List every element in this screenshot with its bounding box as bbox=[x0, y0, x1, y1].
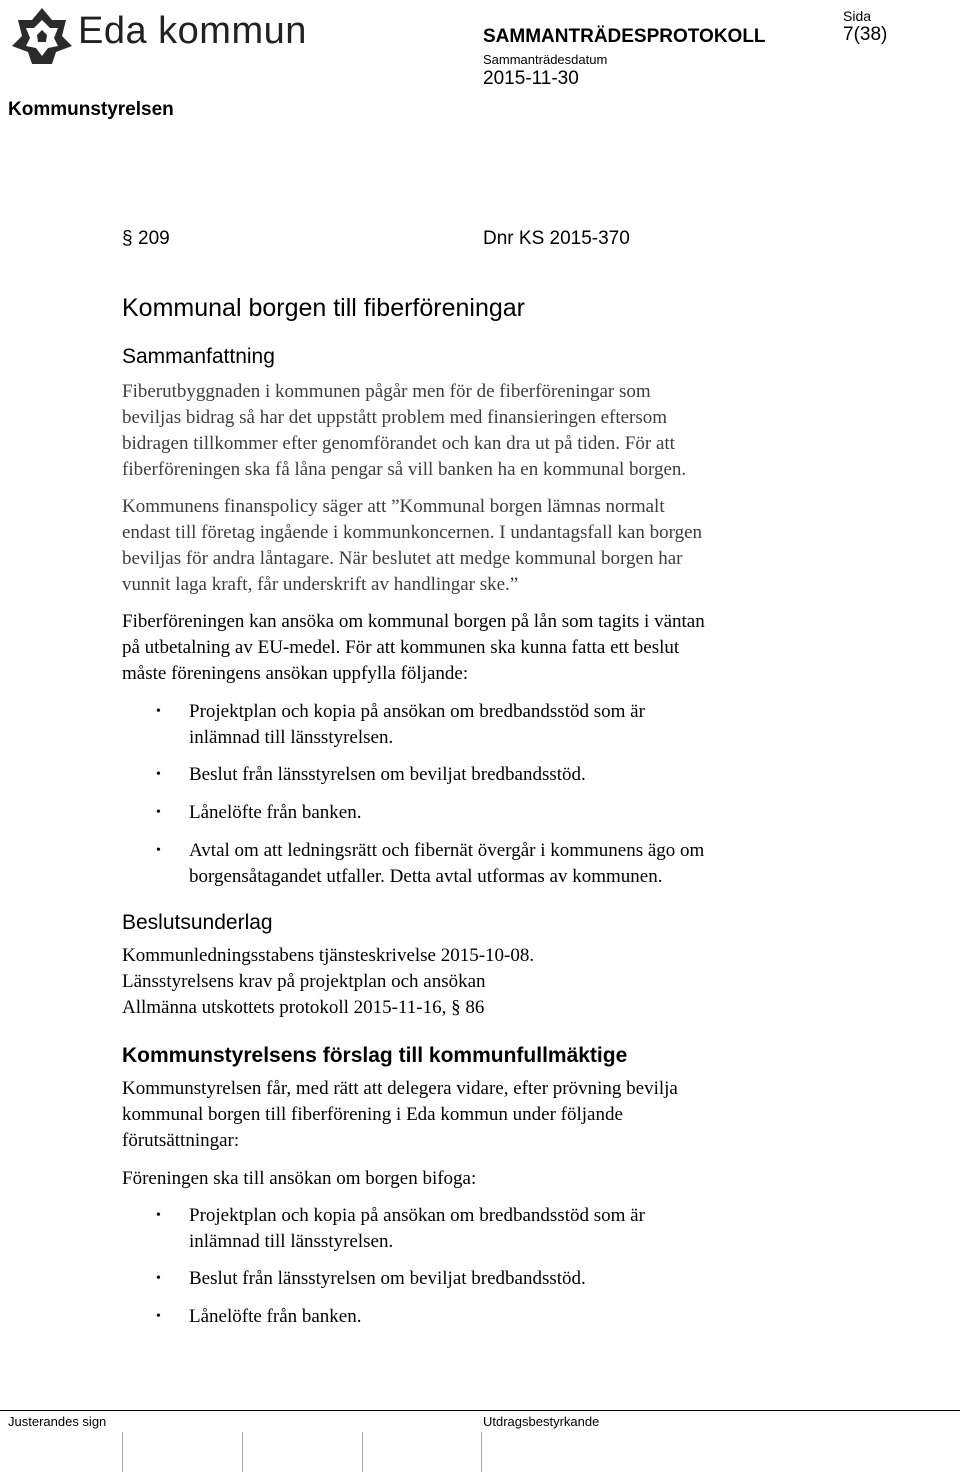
meeting-date: 2015-11-30 bbox=[483, 68, 579, 89]
text-line: Lånelöfte från banken. bbox=[189, 802, 362, 823]
summary-paragraph-3 bbox=[122, 609, 812, 687]
proposal-paragraph-1 bbox=[122, 1076, 812, 1154]
page-label: Sida bbox=[843, 8, 872, 24]
text-line: Allmänna utskottets protokoll 2015-11-16, § 86 bbox=[122, 997, 485, 1018]
extract-certification-label: Utdragsbestyrkande bbox=[483, 1414, 600, 1429]
page-number: 7(38) bbox=[843, 24, 888, 45]
bullet-icon: • bbox=[156, 1208, 161, 1223]
text-line: Föreningen ska till ansökan om borgen bifoga: bbox=[122, 1168, 477, 1189]
signature-field-divider bbox=[481, 1432, 482, 1472]
list-item bbox=[122, 762, 812, 788]
text-line: Lånelöfte från banken. bbox=[189, 1306, 362, 1327]
text-line: endast till företag ingående i kommunkoncernen. I undantagsfall kan borgen bbox=[122, 522, 703, 543]
text-line: Kommunledningsstabens tjänsteskrivelse 2015-10-08. bbox=[122, 945, 535, 966]
text-line: förutsättningar: bbox=[122, 1130, 240, 1151]
signature-label: Justerandes sign bbox=[8, 1414, 107, 1429]
list-item bbox=[122, 1203, 812, 1255]
item-title: Kommunal borgen till fiberföreningar bbox=[122, 294, 525, 322]
decision-basis-list bbox=[122, 943, 812, 1021]
text-line: Projektplan och kopia på ansökan om bredbandsstöd som är bbox=[189, 1205, 645, 1226]
text-line: Kommunens finanspolicy säger att ”Kommunal borgen lämnas normalt bbox=[122, 496, 665, 517]
list-item bbox=[122, 699, 812, 751]
summary-paragraph-1 bbox=[122, 379, 812, 483]
meeting-date-label: Sammanträdesdatum bbox=[483, 52, 608, 67]
bullet-icon: • bbox=[156, 1309, 161, 1324]
item-number bbox=[122, 228, 170, 250]
text-line: beviljas bidrag så har det uppstått problem med finansieringen eftersom bbox=[122, 407, 668, 428]
bullet-icon: • bbox=[156, 767, 161, 782]
signature-field-divider bbox=[122, 1432, 123, 1472]
list-item bbox=[122, 1304, 812, 1330]
text-line: Fiberutbyggnaden i kommunen pågår men för de fiberföreningar som bbox=[122, 381, 651, 402]
bullet-icon: • bbox=[156, 1271, 161, 1286]
text-line: inlämnad till länsstyrelsen. bbox=[189, 1231, 394, 1252]
text-line: vunnit laga kraft, får underskrift av handlingar ske.” bbox=[122, 574, 519, 595]
bullet-icon: • bbox=[156, 704, 161, 719]
list-item bbox=[122, 800, 812, 826]
proposal-heading: Kommunstyrelsens förslag till kommunfullmäktige bbox=[122, 1044, 628, 1067]
text-line: kommunal borgen till fiberförening i Eda kommun under följande bbox=[122, 1104, 623, 1125]
text-line: Avtal om att ledningsrätt och fibernät övergår i kommunens ägo om bbox=[189, 840, 705, 861]
decision-basis-heading: Beslutsunderlag bbox=[122, 911, 273, 934]
summary-paragraph-2 bbox=[122, 494, 812, 598]
item-number-value: 209 bbox=[138, 228, 170, 249]
text-line: fiberföreningen ska få låna pengar så vill banken ha en kommunal borgen. bbox=[122, 459, 687, 480]
text-line: Beslut från länsstyrelsen om beviljat bredbandsstöd. bbox=[189, 1268, 586, 1289]
text-line: på utbetalning av EU-medel. För att kommunen ska kunna fatta ett beslut bbox=[122, 637, 680, 658]
requirements-list bbox=[122, 699, 812, 890]
list-item bbox=[122, 838, 812, 890]
logo-wordmark: Eda kommun bbox=[78, 10, 307, 52]
text-line: Länsstyrelsens krav på projektplan och ansökan bbox=[122, 971, 486, 992]
text-line: inlämnad till länsstyrelsen. bbox=[189, 727, 394, 748]
attachments-list bbox=[122, 1203, 812, 1330]
summary-heading: Sammanfattning bbox=[122, 345, 275, 368]
fortress-emblem-icon bbox=[12, 8, 72, 64]
signature-field-divider bbox=[362, 1432, 363, 1472]
text-line: Projektplan och kopia på ansökan om bredbandsstöd som är bbox=[189, 701, 645, 722]
footer-divider bbox=[0, 1410, 960, 1411]
bullet-icon: • bbox=[156, 843, 161, 858]
text-line: måste föreningens ansökan uppfylla följande: bbox=[122, 663, 469, 684]
list-item bbox=[122, 1266, 812, 1292]
text-line: Fiberföreningen kan ansöka om kommunal borgen på lån som tagits i väntan bbox=[122, 611, 705, 632]
bullet-icon: • bbox=[156, 805, 161, 820]
text-line: borgensåtagandet utfaller. Detta avtal utformas av kommunen. bbox=[189, 866, 663, 887]
proposal-paragraph-2 bbox=[122, 1166, 812, 1192]
diary-number: Dnr KS 2015-370 bbox=[483, 228, 630, 249]
text-line: bidragen tillkommer efter genomförandet och kan dra ut på tiden. För att bbox=[122, 433, 675, 454]
text-line: beviljas för andra låntagare. När beslutet att medge kommunal borgen har bbox=[122, 548, 683, 569]
body-name: Kommunstyrelsen bbox=[8, 99, 174, 120]
text-line: Beslut från länsstyrelsen om beviljat bredbandsstöd. bbox=[189, 764, 586, 785]
section-sign-icon: § bbox=[122, 228, 133, 249]
signature-field-divider bbox=[242, 1432, 243, 1472]
document-type: SAMMANTRÄDESPROTOKOLL bbox=[483, 26, 766, 47]
text-line: Kommunstyrelsen får, med rätt att delegera vidare, efter prövning bevilja bbox=[122, 1078, 678, 1099]
